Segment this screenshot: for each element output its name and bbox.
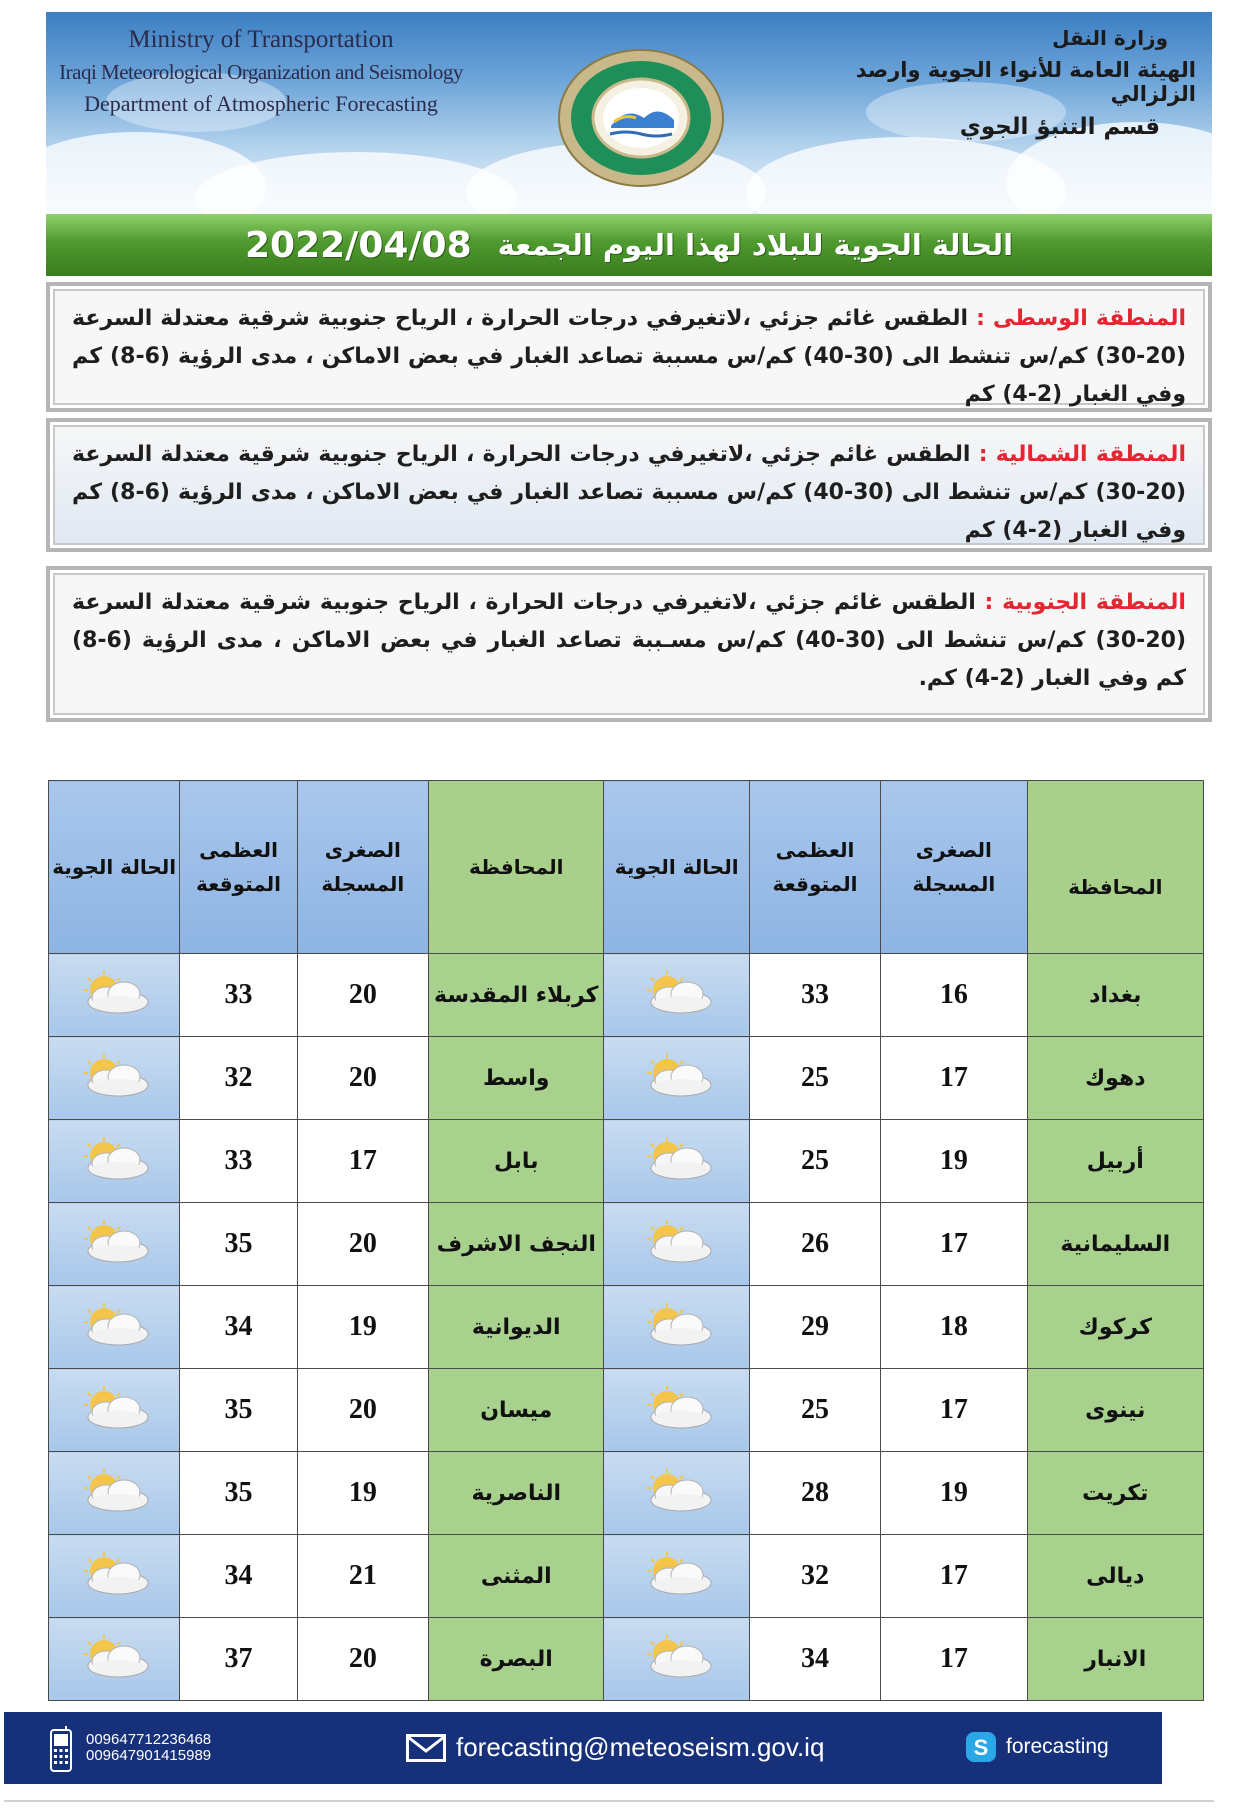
partly-cloudy-icon (74, 1060, 154, 1091)
skype-icon (966, 1732, 996, 1762)
weather-state-cell (49, 1120, 180, 1203)
max-temp-cell: 37 (180, 1618, 297, 1701)
governorate-cell: ديالى (1027, 1535, 1203, 1618)
min-temp-cell: 17 (881, 1369, 1027, 1452)
table-row (49, 1037, 1204, 1120)
min-temp-cell: 16 (881, 954, 1027, 1037)
governorate-cell: النجف الاشرف (429, 1203, 604, 1286)
header-governorate: المحافظة (429, 781, 604, 954)
header-max-expected: العظمى المتوقعة (180, 781, 297, 954)
weather-state-cell (49, 954, 180, 1037)
max-temp-cell: 35 (180, 1203, 297, 1286)
partly-cloudy-icon (74, 1392, 154, 1423)
page-title: الحالة الجوية للبلاد لهذا اليوم الجمعة (497, 228, 1014, 262)
max-temp-cell: 25 (749, 1120, 880, 1203)
phone-number[interactable]: 009647901415989 (86, 1747, 212, 1764)
min-temp-cell: 20 (297, 954, 428, 1037)
max-temp-cell: 33 (180, 954, 297, 1037)
min-temp-cell: 17 (881, 1618, 1027, 1701)
governorate-cell: واسط (429, 1037, 604, 1120)
min-temp-cell: 19 (297, 1286, 428, 1369)
min-temp-cell: 17 (881, 1203, 1027, 1286)
region-central (46, 282, 1212, 412)
max-temp-cell: 35 (180, 1369, 297, 1452)
weather-state-cell (604, 1203, 749, 1286)
partly-cloudy-icon (74, 1226, 154, 1257)
region-name: المنطقة الشمالية : (978, 442, 1186, 467)
weather-state-cell (49, 1535, 180, 1618)
table-row (49, 954, 1204, 1037)
table-row (49, 1120, 1204, 1203)
region-description: الطقس غائم جزئي ،لاتغيرفي درجات الحرارة ، الرياح جنوبية شرقية معتدلة السرعة (20-30) كم/س تنشط الى (30-40) كم/س مسببة تصاعد الغبار في بعض الاماكن ، مدى الرؤية (6-8) كم وفي الغبار (2-4) كم (72, 442, 1186, 543)
min-temp-cell: 20 (297, 1618, 428, 1701)
governorate-cell: تكريت (1027, 1452, 1203, 1535)
max-temp-cell: 34 (180, 1535, 297, 1618)
governorate-cell: بغداد (1027, 954, 1203, 1037)
partly-cloudy-icon (74, 1641, 154, 1672)
weather-state-cell (604, 954, 749, 1037)
email-link[interactable]: forecasting@meteoseism.gov.iq (456, 1732, 825, 1762)
weather-state-cell (604, 1452, 749, 1535)
weather-state-cell (604, 1369, 749, 1452)
max-temp-cell: 32 (749, 1535, 880, 1618)
governorate-cell: الانبار (1027, 1618, 1203, 1701)
min-temp-cell: 17 (881, 1535, 1027, 1618)
governorate-cell: نينوى (1027, 1369, 1203, 1452)
organization-logo-icon (556, 48, 726, 188)
partly-cloudy-icon (637, 1392, 717, 1423)
partly-cloudy-icon (74, 1309, 154, 1340)
min-temp-cell: 20 (297, 1369, 428, 1452)
table-row (49, 1452, 1204, 1535)
region-text (50, 570, 1208, 698)
region-name: المنطقة الجنوبية : (984, 590, 1186, 615)
min-temp-cell: 19 (881, 1120, 1027, 1203)
weather-state-cell (604, 1535, 749, 1618)
partly-cloudy-icon (74, 1143, 154, 1174)
header-weather-state: الحالة الجوية (49, 781, 180, 954)
max-temp-cell: 34 (180, 1286, 297, 1369)
skype-handle[interactable]: forecasting (1006, 1735, 1109, 1758)
table-header-row (49, 781, 1204, 954)
region-name: المنطقة الوسطى : (976, 306, 1186, 331)
forecast-date: 2022/04/08 (244, 224, 472, 266)
partly-cloudy-icon (637, 1475, 717, 1506)
phone-numbers (86, 1732, 211, 1764)
partly-cloudy-icon (637, 1641, 717, 1672)
table-row (49, 1369, 1204, 1452)
weather-state-cell (49, 1369, 180, 1452)
governorate-cell: أربيل (1027, 1120, 1203, 1203)
header-english (46, 26, 476, 117)
partly-cloudy-icon (637, 977, 717, 1008)
min-temp-cell: 18 (881, 1286, 1027, 1369)
partly-cloudy-icon (74, 1558, 154, 1589)
partly-cloudy-icon (637, 1558, 717, 1589)
min-temp-cell: 21 (297, 1535, 428, 1618)
governorate-cell: كركوك (1027, 1286, 1203, 1369)
header-arabic (836, 26, 1196, 140)
partly-cloudy-icon (637, 1143, 717, 1174)
department-name-ar: قسم التنبؤ الجوي (959, 114, 1160, 140)
table-row (49, 1618, 1204, 1701)
title-bar (46, 214, 1212, 276)
max-temp-cell: 29 (749, 1286, 880, 1369)
min-temp-cell: 19 (297, 1452, 428, 1535)
weather-state-cell (604, 1120, 749, 1203)
weather-state-cell (49, 1618, 180, 1701)
governorate-cell: الناصرية (429, 1452, 604, 1535)
divider (4, 1800, 1214, 1802)
weather-state-cell (604, 1286, 749, 1369)
header-max-expected: العظمى المتوقعة (749, 781, 880, 954)
ministry-name-ar: وزارة النقل (1052, 26, 1168, 50)
table-row (49, 1535, 1204, 1618)
region-text (50, 286, 1208, 414)
table-row (49, 1203, 1204, 1286)
weather-state-cell (49, 1203, 180, 1286)
min-temp-cell: 20 (297, 1203, 428, 1286)
governorate-cell: بابل (429, 1120, 604, 1203)
max-temp-cell: 28 (749, 1452, 880, 1535)
header-min-recorded: الصغرى المسجلة (881, 781, 1027, 954)
email-icon (406, 1734, 446, 1762)
ministry-name-en: Ministry of Transportation (128, 26, 394, 53)
governorate-cell: ميسان (429, 1369, 604, 1452)
header-weather-state: الحالة الجوية (604, 781, 749, 954)
weather-state-cell (604, 1037, 749, 1120)
max-temp-cell: 25 (749, 1037, 880, 1120)
header-min-recorded: الصغرى المسجلة (297, 781, 428, 954)
organization-name-ar: الهيئة العامة للأنواء الجوية وارصد الزلزالي (855, 58, 1196, 106)
partly-cloudy-icon (74, 1475, 154, 1506)
min-temp-cell: 17 (881, 1037, 1027, 1120)
temperature-table (48, 780, 1204, 1701)
region-text (50, 422, 1208, 550)
governorate-cell: المثنى (429, 1535, 604, 1618)
partly-cloudy-icon (637, 1060, 717, 1091)
min-temp-cell: 17 (297, 1120, 428, 1203)
max-temp-cell: 25 (749, 1369, 880, 1452)
max-temp-cell: 33 (180, 1120, 297, 1203)
partly-cloudy-icon (637, 1309, 717, 1340)
weather-state-cell (49, 1286, 180, 1369)
governorate-cell: السليمانية (1027, 1203, 1203, 1286)
min-temp-cell: 19 (881, 1452, 1027, 1535)
governorate-cell: البصرة (429, 1618, 604, 1701)
phone-number[interactable]: 009647712236468 (86, 1731, 212, 1748)
weather-state-cell (49, 1452, 180, 1535)
weather-state-cell (604, 1618, 749, 1701)
region-description: الطقس غائم جزئي ،لاتغيرفي درجات الحرارة ، الرياح جنوبية شرقية معتدلة السرعة (20-30) كم/س تنشط الى (30-40) كم/س مسببة تصاعد الغبار في بعض الاماكن ، مدى الرؤية (6-8) كم وفي الغبار (2-4) كم (72, 306, 1186, 407)
header-banner (46, 12, 1212, 214)
max-temp-cell: 32 (180, 1037, 297, 1120)
header-governorate: المحافظة (1027, 781, 1203, 954)
governorate-cell: كربلاء المقدسة (429, 954, 604, 1037)
governorate-cell: الديوانية (429, 1286, 604, 1369)
svg-text:S: S (973, 1735, 989, 1760)
weather-state-cell (49, 1037, 180, 1120)
organization-name-en: Iraqi Meteorological Organization and Seismology (59, 60, 463, 84)
phone-icon (50, 1726, 72, 1772)
max-temp-cell: 33 (749, 954, 880, 1037)
region-south (46, 566, 1212, 722)
region-description: الطقس غائم جزئي ،لاتغيرفي درجات الحرارة ، الرياح جنوبية شرقية معتدلة السرعة (20-30) كم/س تنشط الى (30-40) كم/س مسـببة تصاعد الغبار في بعض الاماكن ، مدى الرؤية (6-8) كم وفي الغبار (2-4) كم. (72, 590, 1186, 691)
contact-footer (4, 1712, 1162, 1784)
max-temp-cell: 26 (749, 1203, 880, 1286)
department-name-en: Department of Atmospheric Forecasting (84, 91, 438, 116)
max-temp-cell: 34 (749, 1618, 880, 1701)
region-north (46, 418, 1212, 552)
max-temp-cell: 35 (180, 1452, 297, 1535)
min-temp-cell: 20 (297, 1037, 428, 1120)
table-row (49, 1286, 1204, 1369)
partly-cloudy-icon (637, 1226, 717, 1257)
governorate-cell: دهوك (1027, 1037, 1203, 1120)
partly-cloudy-icon (74, 977, 154, 1008)
